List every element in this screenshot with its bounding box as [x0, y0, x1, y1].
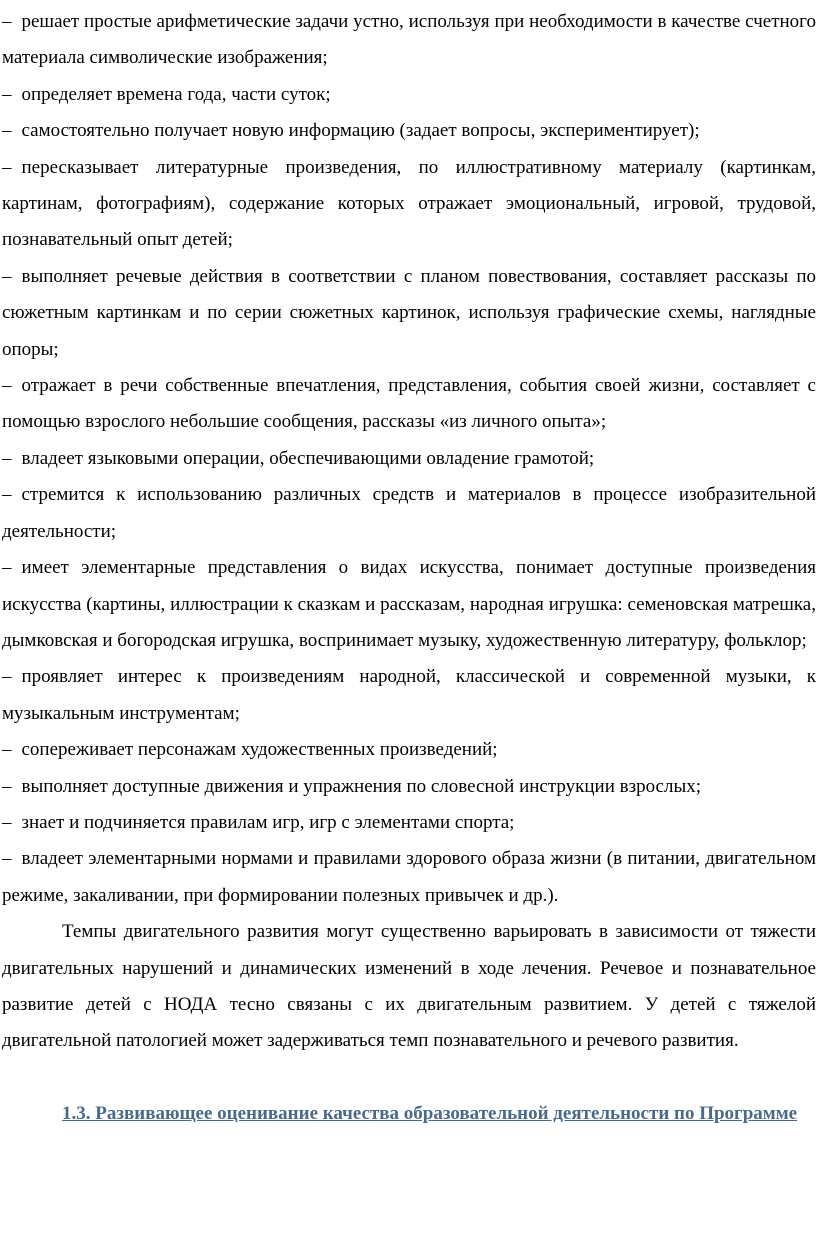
list-item-text: выполняет речевые действия в соответствии с планом повествования, составляет рассказы по сюжетным картинкам и по серии сюжетных картинок, используя графические схемы, наглядные опоры; — [2, 265, 816, 360]
list-item-text: проявляет интерес к произведениям народной, классической и современной музыки, к музыкальным инструментам; — [2, 666, 816, 724]
list-item-text: сопереживает персонажам художественных произведений; — [21, 739, 498, 761]
list-item — [2, 368, 816, 441]
body-paragraph: Темпы двигательного развития могут существенно варьировать в зависимости от тяжести двигательных нарушений и динамических изменений в ходе лечения. Речевое и познавательное развитие детей с НОДА тесно связаны с их двигательным развитием. У детей с тяжелой двигательной патологией может задерживаться темп познавательного и речевого развития. — [2, 921, 816, 1052]
list-item-text: владеет элементарными нормами и правилами здорового образа жизни (в питании, двигательном режиме, закаливании, при формировании полезных привычек и др.). — [2, 848, 816, 906]
list-dash: – — [2, 848, 12, 870]
list-item-text: решает простые арифметические задачи устно, используя при необходимости в качестве счетного материала символические изображения; — [2, 11, 816, 69]
list-dash: – — [2, 156, 12, 178]
list-item — [2, 150, 816, 259]
list-item-text: самостоятельно получает новую информацию (задает вопросы, экспериментирует); — [21, 120, 700, 142]
list-item-text: выполняет доступные движения и упражнения по словесной инструкции взрослых; — [21, 775, 702, 797]
list-item — [2, 841, 816, 914]
list-item — [2, 477, 816, 550]
list-item-text: отражает в речи собственные впечатления, представления, события своей жизни, составляет с помощью взрослого небольшие сообщения, рассказы «из личного опыта»; — [2, 375, 816, 433]
list-item-text: имеет элементарные представления о видах искусства, понимает доступные произведения искусства (картины, иллюстрации к сказкам и рассказам, народная игрушка: семеновская матрешка, дымковская и богородская игрушка, воспринимает музыку, художественную литературу, фольклор; — [2, 557, 816, 651]
list-dash: – — [2, 775, 12, 797]
list-item — [2, 659, 816, 732]
list-item — [2, 805, 816, 841]
list-item — [2, 769, 816, 805]
list-dash: – — [2, 120, 12, 142]
list-dash: – — [2, 557, 12, 579]
list-dash: – — [2, 811, 12, 833]
list-dash: – — [2, 739, 12, 761]
list-dash: – — [2, 447, 12, 469]
list-dash: – — [2, 666, 12, 688]
list-item-text: стремится к использованию различных средств и материалов в процессе изобразительной деятельности; — [2, 484, 816, 542]
list-dash: – — [2, 375, 12, 397]
list-dash: – — [2, 265, 12, 287]
list-item-text: владеет языковыми операции, обеспечивающими овладение грамотой; — [21, 447, 595, 469]
list-item — [2, 259, 816, 368]
list-item — [2, 550, 816, 659]
list-item — [2, 441, 816, 477]
list-item-text: пересказывает литературные произведения, по иллюстративному материалу (картинкам, картинам, фотографиям), содержание которых отражает эмоциональный, игровой, трудовой, познавательный опыт детей; — [2, 156, 816, 251]
list-dash: – — [2, 83, 12, 105]
section-heading[interactable]: 1.3. Развивающее оценивание качества образовательной деятельности по Программе — [62, 1102, 798, 1124]
list-item — [2, 77, 816, 113]
list-item — [2, 732, 816, 768]
list-dash: – — [2, 11, 12, 32]
competency-list — [2, 4, 816, 914]
list-item — [2, 113, 816, 149]
list-item-text: знает и подчиняется правилам игр, игр с элементами спорта; — [21, 811, 515, 833]
list-item — [2, 4, 816, 77]
list-item-text: определяет времена года, части суток; — [21, 83, 331, 105]
list-dash: – — [2, 484, 12, 506]
